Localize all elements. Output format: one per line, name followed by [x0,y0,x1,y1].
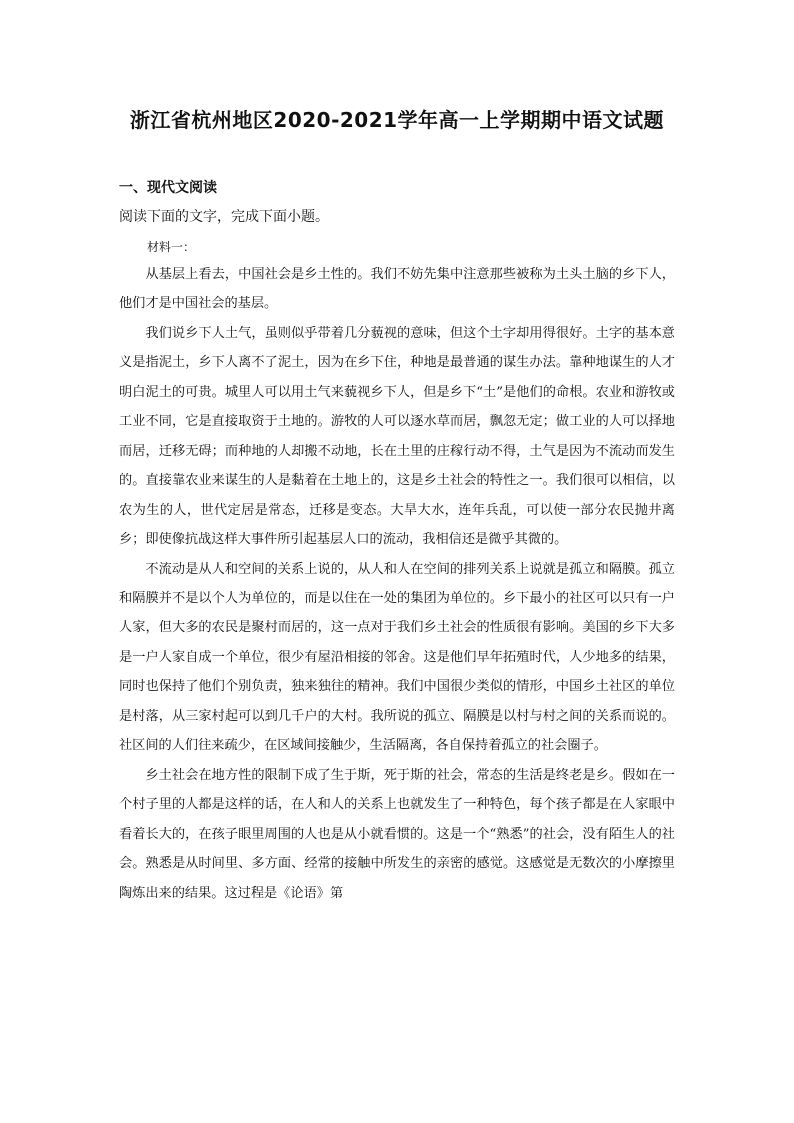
passage-paragraph: 不流动是从人和空间的关系上说的，从人和人在空间的排列关系上说就是孤立和隔膜。孤立和隔膜并不是以个人为单位的，而是以住在一处的集团为单位的。乡下最小的社区可以只有一户人家，但大多的农民是聚村而居的，这一点对于我们乡土社会的性质很有影响。美国的乡下大多是一户人家自成一个单位，很少有屋沿相接的邻舍。这是他们早年拓殖时代，人少地多的结果，同时也保持了他们个别负责，独来独往的精神。我们中国很少类似的情形，中国乡土社区的单位是村落，从三家村起可以到几千户的大村。我所说的孤立、隔膜是以村与村之间的关系而说的。社区间的人们往来疏少，在区域间接触少，生活隔离，各自保持着孤立的社会圈子。 [119,561,675,754]
document-title: 浙江省杭州地区2020-2021学年高一上学期期中语文试题 [129,108,665,132]
reading-instruction: 阅读下面的文字，完成下面小题。 [119,209,329,225]
passage-body [119,260,675,908]
section-heading: 一、现代文阅读 [119,180,217,196]
material-label: 材料一： [147,240,196,254]
passage-paragraph: 乡土社会在地方性的限制下成了生于斯，死于斯的社会，常态的生活是终老是乡。假如在一个村子里的人都是这样的话，在人和人的关系上也就发生了一种特色，每个孩子都是在人家眼中看着长大的，在孩子眼里周围的人也是从小就看惯的。这是一个“熟悉”的社会，没有陌生人的社会。熟悉是从时间里、多方面、经常的接触中所发生的亲密的感觉。这感觉是无数次的小摩擦里陶炼出来的结果。这过程是《论语》第 [119,767,675,901]
passage-paragraph: 从基层上看去，中国社会是乡土性的。我们不妨先集中注意那些被称为土头土脑的乡下人，他们才是中国社会的基层。 [119,267,675,312]
passage-paragraph: 我们说乡下人土气，虽则似乎带着几分藐视的意味，但这个土字却用得很好。土字的基本意义是指泥土，乡下人离不了泥土，因为在乡下住，种地是最普通的谋生办法。靠种地谋生的人才明白泥土的可贵。城里人可以用土气来藐视乡下人，但是乡下“土”是他们的命根。农业和游牧或工业不同，它是直接取资于土地的。游牧的人可以逐水草而居，飘忽无定；做工业的人可以择地而居，迁移无碍；而种地的人却搬不动地，长在土里的庄稼行动不得，土气是因为不流动而发生的。直接靠农业来谋生的人是黏着在土地上的，这是乡土社会的特性之一。我们很可以相信，以农为生的人，世代定居是常态，迁移是变态。大旱大水，连年兵乱，可以使一部分农民抛井离乡；即使像抗战这样大事件所引起基层人口的流动，我相信还是微乎其微的。 [119,325,675,548]
